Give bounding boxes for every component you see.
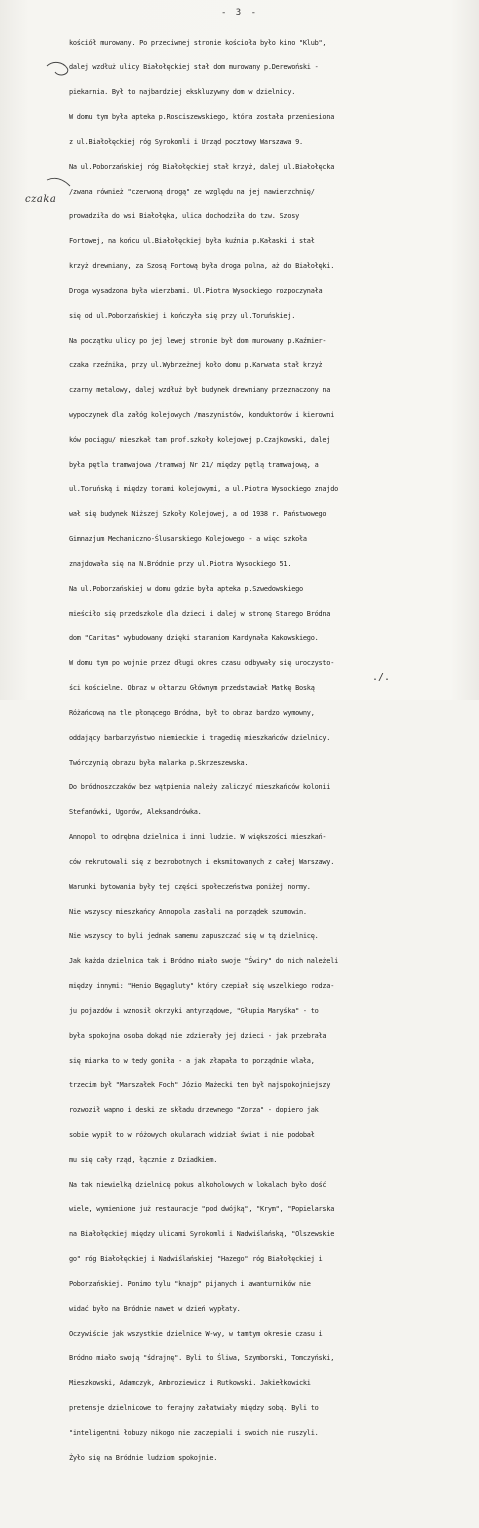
text-line: wiele, wymienione już restauracje "pod dwójką", "Krym", "Popielarska	[69, 1205, 335, 1214]
text-line: czaka rzeźnika, przy ul.Wybrzeżnej koło domu p.Karwata stał krzyż	[69, 361, 323, 370]
text-line: Oczywiście jak wszystkie dzielnice W-wy, w tamtym okresie czasu i	[69, 1329, 323, 1338]
text-line: Nie wszyscy mieszkańcy Annopola zasłali na porządek szumowin.	[69, 907, 307, 916]
text-line: Żyło się na Bródnie ludziom spokojnie.	[69, 1453, 218, 1462]
text-line: się miarka to w tedy goniła - a jak złapała to porządnie wlała,	[69, 1056, 315, 1065]
text-line: "inteligentni łobuzy nikogo nie zaczepiali i swoich nie ruszyli.	[69, 1428, 319, 1437]
page-number: - 3 -	[220, 8, 259, 18]
text-line: ców rekrutowali się z bezrobotnych i eksmitowanych z całej Warszawy.	[69, 857, 335, 866]
text-line: mu się cały rząd, łącznie z Dziadkiem.	[69, 1155, 218, 1164]
text-line: mieściło się przedszkole dla dzieci i dalej w stronę Starego Bródna	[69, 609, 331, 618]
text-line: widać było na Bródnie nawet w dzień wypłaty.	[69, 1304, 241, 1313]
text-line: krzyż drewniany, za Szosą Fortową była droga polna, aż do Białołęki.	[69, 262, 335, 271]
text-line	[69, 1479, 469, 1487]
text-line: Droga wysadzona była wierzbami. Ul.Piotra Wysockiego rozpoczynała	[69, 286, 323, 295]
text-line: ści kościelne. Obraz w ołtarzu Głównym przedstawiał Matkę Boską	[69, 684, 315, 693]
text-line: się od ul.Poborzańskiej i kończyła się przy ul.Toruńskiej.	[69, 311, 296, 320]
text-line: Stefanówki, Ugorów, Aleksandrówka.	[69, 808, 202, 817]
text-line: Do bródnoszczaków bez wątpienia należy zaliczyć mieszkańców kolonii	[69, 783, 331, 792]
text-line: czarny metalowy, dalej wzdłuż był budynek drewniany przeznaczony na	[69, 386, 331, 395]
text-line	[69, 1503, 469, 1511]
text-line: Różańcową na tle płonącego Bródna, był to obraz bardzo wymowny,	[69, 708, 315, 717]
text-line: Poborzańskiej. Ponimo tylu "knajp" pijanych i awanturników nie	[69, 1279, 311, 1288]
text-line: Na tak niewielką dzielnicę pokus alkoholowych w lokalach było dość	[69, 1180, 327, 1189]
text-line: dalej wzdłuż ulicy Białołęckiej stał dom murowany p.Derewoński -	[69, 63, 319, 72]
text-line: kościół murowany. Po przeciwnej stronie kościoła było kino "Klub",	[69, 38, 327, 47]
text-line: z ul.Białołęckiej róg Syrokomli i Urząd pocztowy Warszawa 9.	[69, 137, 303, 146]
text-line: Fortowej, na końcu ul.Białołęckiej była kuźnia p.Kałaski i stał	[69, 237, 315, 246]
text-line: W domu tym po wojnie przez długi okres czasu odbywały się uroczysto-	[69, 659, 335, 668]
text-line: /zwana również "czerwoną drogą" ze względu na jej nawierzchnię/	[69, 187, 315, 196]
page-end-mark: ./.	[372, 672, 391, 683]
text-line: Warunki bytowania były tej części społeczeństwa poniżej normy.	[69, 882, 311, 891]
text-line: pretensje dzielnicowe to ferajny załatwiały między sobą. Byli to	[69, 1404, 319, 1413]
text-line: prowadziła do wsi Białołęka, ulica dochodziła do tzw. Szosy	[69, 212, 300, 221]
text-line: Bródno miało swoją "śdrajnę". Byli to Śliwa, Szymborski, Tomczyński,	[69, 1354, 335, 1363]
text-line: trzecim był "Marszałek Foch" Józio Mażecki ten był najspokojniejszy	[69, 1081, 331, 1090]
text-line: Annopol to odrębna dzielnica i inni ludzie. W większości mieszkań-	[69, 833, 327, 842]
text-line: wypoczynek dla załóg kolejowych /maszynistów, konduktorów i kierowni	[69, 410, 335, 419]
text-line: Gimnazjum Mechaniczno-Ślusarskiego Kolejowego - a więc szkoła	[69, 535, 307, 544]
text-line: sobie wypił to w różowych okularach widział świat i nie podobał	[69, 1131, 315, 1139]
text-line: oddający barbarzyństwo niemieckie i tragedię mieszkańców dzielnicy.	[69, 733, 331, 742]
typed-text-body	[69, 22, 469, 1528]
text-line: piekarnia. Był to najbardziej ekskluzywny dom w dzielnicy.	[69, 88, 296, 97]
text-line: na Białołęckiej między ulicami Syrokomli i Nadwiślańską, "Olszewskie	[69, 1230, 335, 1239]
text-line: była spokojna osoba dokąd nie zdzierały jej dzieci - jak przebrała	[69, 1031, 327, 1040]
text-line: Nie wszyscy to byli jednak samemu zapuszczać się w tą dzielnicę.	[69, 932, 319, 941]
text-line: Jak każda dzielnica tak i Bródno miało swoje "Świry" do nich należeli	[69, 957, 338, 966]
text-line: była pętla tramwajowa /tramwaj Nr 21/ między pętlą tramwajową, a	[69, 460, 319, 469]
text-line: W domu tym była apteka p.Rosciszewskiego, która została przeniesiona	[69, 113, 335, 122]
text-line: między innymi: "Henio Bęgagluty" który czepiał się wszelkiego rodza-	[69, 982, 335, 991]
text-line: Na ul.Poborzańskiej w domu gdzie była apteka p.Szwedowskiego	[69, 584, 303, 593]
text-line: rozwoził wapno i deski ze składu drzewnego "Zorza" - dopiero jak	[69, 1106, 319, 1115]
text-line: Twórczynią obrazu była malarka p.Skrzeszewska.	[69, 758, 249, 767]
margin-handwritten-note: czaka	[25, 194, 57, 205]
text-line: znajdowała się na N.Bródnie przy ul.Piotra Wysockiego 51.	[69, 559, 292, 568]
text-line: Mieszkowski, Adamczyk, Ambroziewicz i Rutkowski. Jakiełkowicki	[69, 1379, 311, 1388]
text-line: Na początku ulicy po jej lewej stronie był dom murowany p.Kaźmier-	[69, 336, 327, 345]
text-line: wał się budynek Niższej Szkoły Kolejowej, a od 1938 r. Państwowego	[69, 510, 327, 519]
text-line: ul.Toruńską i między torami kolejowymi, a ul.Piotra Wysockiego znajdo	[69, 485, 338, 494]
text-line: ju pojazdów i wznosił okrzyki antyrządowe, "Głupia Maryśka" - to	[69, 1006, 319, 1015]
text-line: Na ul.Poborzańskiej róg Białołęckiej stał krzyż, dalej ul.Białołęcka	[69, 162, 335, 171]
text-line: go" róg Białołęckiej i Nadwiślańskiej "Hazego" róg Białołęckiej i	[69, 1255, 323, 1264]
text-line: ków pociągu/ mieszkał tam prof.szkoły kolejowej p.Czajkowski, dalej	[69, 435, 331, 444]
text-line: dom "Caritas" wybudowany dzięki staraniom Kardynała Kakowskiego.	[69, 634, 319, 643]
